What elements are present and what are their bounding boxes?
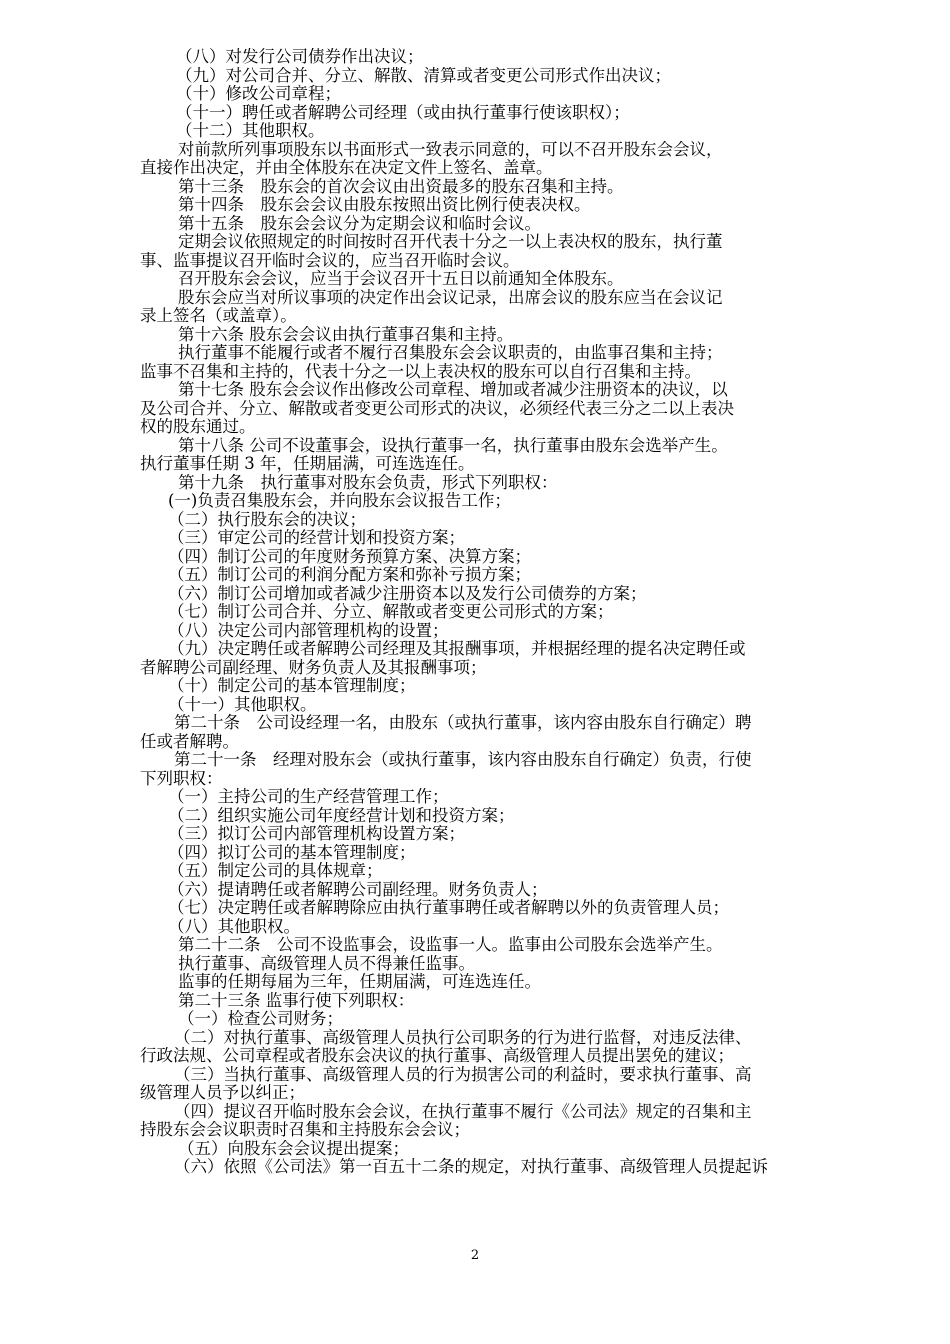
text-line: 召开股东会会议，应当于会议召开十五日以前通知全体股东。	[178, 269, 624, 288]
text-line: 第十八条 公司不设董事会，设执行董事一名，执行董事由股东会选举产生。	[178, 435, 728, 455]
text-line: （五）向股东会会议提出提案；	[178, 1138, 409, 1158]
text-line: 第二十二条 公司不设监事会，设监事一人。监事由公司股东会选举产生。	[178, 935, 723, 954]
text-line: （十二）其他职权。	[176, 121, 325, 140]
text-line: （十）修改公司章程；	[176, 84, 341, 103]
text-line: （五）制定公司的具体规章；	[168, 861, 383, 880]
text-line: 下列职权：	[140, 768, 223, 788]
text-line: 第十四条 股东会会议由股东按照出资比例行使表决权。	[178, 195, 591, 214]
text-line: 监事的任期每届为三年，任期届满，可连选连任。	[178, 972, 541, 991]
text-line: 执行董事不能履行或者不履行召集股东会会议职责的，由监事召集和主持；	[178, 343, 723, 362]
text-line: （十一）聘任或者解聘公司经理（或由执行董事行使该职权）；	[176, 102, 630, 122]
text-line: （七）决定聘任或者解聘除应由执行董事聘任或者解聘以外的负责管理人员；	[168, 898, 729, 917]
text-line: 级管理人员予以纠正；	[140, 1083, 305, 1102]
text-line: 第十九条 执行董事对股东会负责，形式下列职权：	[178, 472, 558, 492]
text-line: 权的股东通过。	[140, 417, 256, 436]
text-line: 第十三条 股东会的首次会议由出资最多的股东召集和主持。	[178, 176, 624, 196]
text-line: 第二十一条 经理对股东会（或执行董事，该内容由股东自行确定）负责，行使	[174, 750, 752, 769]
text-line: （六）制订公司增加或者减少注册资本以及发行公司债券的方案；	[168, 583, 647, 603]
text-line: （二）对执行董事、高级管理人员执行公司职务的行为进行监督，对违反法律、	[174, 1027, 752, 1047]
text-line: （十一）其他职权。	[168, 694, 317, 714]
text-line: （三）拟订公司内部管理机构设置方案；	[168, 824, 465, 843]
text-line: （八）决定公司内部管理机构的设置；	[168, 620, 449, 640]
text-line: 第二十三条 监事行使下列职权：	[178, 990, 415, 1010]
text-line: 直接作出决定，并由全体股东在决定文件上签名、盖章。	[140, 158, 553, 177]
text-line: 者解聘公司副经理、财务负责人及其报酬事项；	[140, 657, 487, 677]
text-line: （十）制定公司的基本管理制度；	[168, 676, 416, 695]
text-line: 股东会应当对所议事项的决定作出会议记录，出席会议的股东应当在会议记	[178, 287, 723, 307]
text-line: 第十七条 股东会会议作出修改公司章程、增加或者减少注册资本的决议，以	[178, 380, 728, 399]
text-line: 行政法规、公司章程或者股东会决议的执行董事、高级管理人员提出罢免的建议；	[140, 1046, 734, 1065]
text-line: （八）对发行公司债券作出决议；	[176, 47, 424, 66]
text-line: 及公司合并、分立、解散或者变更公司形式的决议，必须经代表三分之二以上表决	[140, 398, 734, 418]
text-line: （二）执行股东会的决议；	[168, 509, 366, 529]
text-line: 定期会议依照规定的时间按时召开代表十分之一以上表决权的股东，执行董	[178, 232, 723, 251]
page-number: 2	[470, 1248, 480, 1263]
text-line: 第十六条 股东会会议由执行董事召集和主持。	[178, 324, 514, 344]
text-line: （八）其他职权。	[168, 916, 300, 936]
text-line: （七）制订公司合并、分立、解散或者变更公司形式的方案；	[168, 602, 614, 621]
text-line: 执行董事、高级管理人员不得兼任监事。	[178, 953, 475, 973]
text-line: 任或者解聘。	[140, 731, 239, 751]
text-line: （九）决定聘任或者解聘公司经理及其报酬事项，并根据经理的提名决定聘任或	[168, 639, 746, 658]
text-line: （六）提请聘任或者解聘公司副经理。财务负责人；	[168, 879, 548, 899]
text-line: 录上签名（或盖章）。	[140, 306, 297, 325]
text-line: （一）检查公司财务；	[178, 1009, 343, 1028]
text-line: （四）拟订公司的基本管理制度；	[168, 842, 416, 862]
text-line: 监事不召集和主持的，代表十分之一以上表决权的股东可以自行召集和主持。	[140, 361, 701, 381]
text-line: (一)负责召集股东会，并向股东会议报告工作；	[168, 491, 511, 510]
text-line: 第二十条 公司设经理一名，由股东（或执行董事，该内容由股东自行确定）聘	[174, 713, 752, 732]
text-line: （一）主持公司的生产经营管理工作；	[168, 787, 449, 806]
text-line: （四）提议召开临时股东会会议，在执行董事不履行《公司法》规定的召集和主	[174, 1101, 752, 1121]
text-line: 持股东会会议职责时召集和主持股东会会议；	[140, 1120, 470, 1139]
text-line: （三）当执行董事、高级管理人员的行为损害公司的利益时，要求执行董事、高	[174, 1064, 752, 1084]
text-line: （三）审定公司的经营计划和投资方案；	[168, 528, 465, 547]
text-line: 执行董事任期 3 年，任期届满，可连选连任。	[140, 454, 475, 473]
text-line: （五）制订公司的利润分配方案和弥补亏损方案；	[168, 565, 531, 584]
body-text	[140, 48, 820, 1177]
text-line: 第十五条 股东会会议分为定期会议和临时会议。	[178, 213, 541, 233]
text-line: 事、监事提议召开临时会议的，应当召开临时会议。	[140, 250, 520, 270]
text-line: 对前款所列事项股东以书面形式一致表示同意的，可以不召开股东会会议，	[178, 139, 723, 159]
text-line: （九）对公司合并、分立、解散、清算或者变更公司形式作出决议；	[176, 65, 671, 85]
text-line: （六）依照《公司法》第一百五十二条的规定，对执行董事、高级管理人员提起诉	[174, 1157, 768, 1176]
text-line: （二）组织实施公司年度经营计划和投资方案；	[168, 805, 515, 825]
text-line: （四）制订公司的年度财务预算方案、决算方案；	[168, 546, 531, 566]
